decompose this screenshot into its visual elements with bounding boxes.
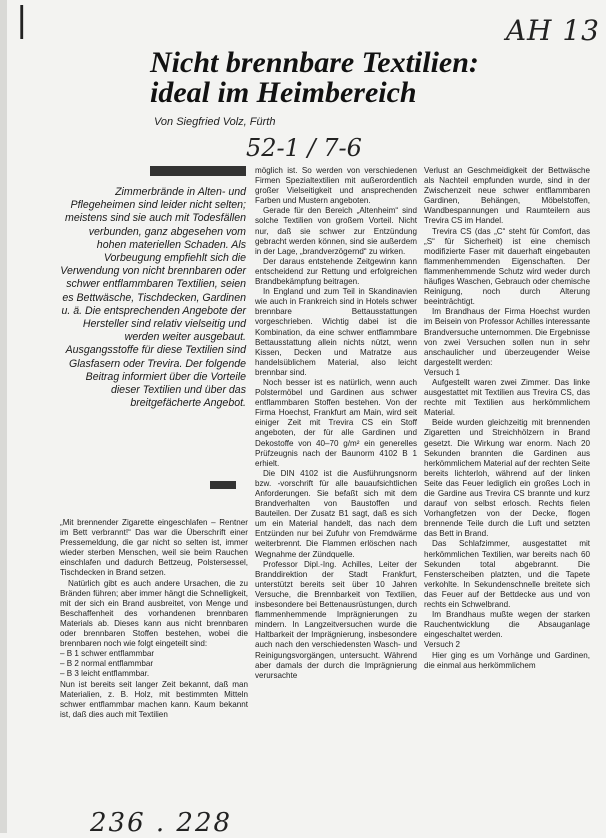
paragraph: Nun ist bereits seit langer Zeit bekannt, daß man Materialien, z. B. Holz, mit bestimmten Mitteln schwer entflammbar machen kann. Kaum bekannt ist, daß dies auch mit Textilien (60, 679, 248, 719)
paragraph: Im Brandhaus der Firma Hoechst wurden im Beisein von Professor Achilles interessante Brandversuche unternommen. Die Ergebnisse von zwei Versuchen sollen nun in sehr anschaulicher und überzeugender Weise dargestellt werden: (424, 307, 591, 367)
article-byline: Von Siegfried Volz, Fürth (154, 116, 276, 128)
headline-line-2: ideal im Heimbereich (150, 76, 417, 109)
list-item: – B 1 schwer entflammbar (60, 649, 155, 659)
article-lead: Zimmerbrände in Alten- und Pflegeheimen sind leider nicht selten; meistens sind sie auch mit Todesfällen verbunden, ganz abgesehen vom hohen materiellen Schaden. Als Vorbeugung empfiehlt sich die Verwendung von nicht brennbaren oder schwer entflammbaren Textilien, seien es Bettwäsche, Tischdecken, Gardinen u. ä. Die entsprechenden Angebote der Hersteller sind relativ vielseitig und werden weiter ausgebaut. Ausgangsstoffe für diese Textilien sind Glasfasern oder Trevira. Der folgende Beitrag informiert über die Vorteile dieser Textilien und über das breitgefächerte Angebot. (60, 186, 246, 410)
paragraph: Die DIN 4102 ist die Ausführungsnorm bzw. -vorschrift für alle bauaufsichtlichen Anforderungen. Sie befaßt sich mit dem Brandverhalten von Baustoffen und Bauteilen. Der Zusatz B1 sagt, daß es sich um ein Material handelt, das nach dem Entzünden nur bei Zufuhr von Fremdwärme weiterbrennt. Die Flammen erlöschen nach Wegnahme der Zündquelle. (255, 468, 417, 559)
paragraph: In England und zum Teil in Skandinavien wie auch in Frankreich sind in Hotels schwer brennbare Bettausstattungen vorgeschrieben. Wichtig dabei ist die Kombination, da eine schwer entflammbare Bettausstattung allein nichts nützt, wenn Kissen, Decken und Matratze aus handelsüblichem Material, also leicht brennbar sind. (255, 287, 417, 377)
paragraph: möglich ist. So werden von verschiedenen Firmen Spezialtextilien mit außerordentlich großer Vielseitigkeit und ansprechenden Farben und Mustern angeboten. (255, 166, 417, 206)
subheading: Versuch 1 (424, 367, 460, 377)
handwritten-note-middle: 52-1 / 7-6 (246, 134, 362, 162)
paragraph: Der daraus entstehende Zeitgewinn kann entscheidend zur Rettung und erfolgreichen Brandbekämpfung beitragen. (255, 256, 417, 287)
list-item: – B 2 normal entflammbar (60, 659, 154, 669)
lead-decoration-bar (150, 166, 246, 176)
paragraph: Professor Dipl.-Ing. Achilles, Leiter der Branddirektion der Stadt Frankfurt, unterstützt bereits seit über 10 Jahren Versuche, die Brennbarkeit von Textilien, insbesondere bei Bettenausrüstungen, durch flammenhemmende Imprägnierungen zu mindern. In Langzeitversuchen wurde die Haltbarkeit der Imprägnierung, insbesondere auch nach den verschiedensten Wasch- und Reinigungsvorgängen, untersucht. Während aber damals der durch die Imprägnierung verursachte (255, 559, 417, 680)
pen-mark: | (16, 0, 28, 40)
paragraph: Verlust an Geschmeidigkeit der Bettwäsche als Nachteil empfunden wurde, sind in der Zwischenzeit neue schwer entflammbaren Gardinen, Behängen, Möbelstoffen, Wandbespannungen und Raumteilern aus Trevira CS im Handel. (424, 166, 590, 226)
handwritten-note-top-right: AH 13 (505, 14, 600, 47)
paragraph: Aufgestellt waren zwei Zimmer. Das linke ausgestattet mit Textilien aus Trevira CS, das rechte mit Textilien aus herkömmlichem Material. (424, 377, 590, 418)
article-column-1 (60, 518, 248, 720)
list-item: – B 3 leicht entflammbar. (60, 669, 150, 679)
paragraph: Noch besser ist es natürlich, wenn auch Polstermöbel und Gardinen aus schwer entflammbaren Stoffen bestehen. Von der Firma Hoechst, Frankfurt am Main, wird seit einiger Zeit mit Trevira CS ein Stoff angeboten, der für alle Gardinen und Dekostoffe von 40–70 g/m² ein generelles Prüfzeugnis nach der Baunorm 4102 B 1 erhielt. (255, 377, 417, 468)
scan-edge (0, 0, 7, 833)
paragraph: Trevira CS (das „C“ steht für Comfort, das „S“ für Sicherheit) ist eine chemisch modifizierte Faser mit dauerhaft eingebauten flammenhemmenden Eigenschaften. Der flammenhemmende Schutz wird weder durch häufiges Waschen, Gebrauch oder chemische Reinigung, noch durch Alterung beeinträchtigt. (424, 226, 590, 307)
paragraph: „Mit brennender Zigarette eingeschlafen – Rentner im Bett verbrannt!“ Das war die Überschrift einer Pressemeldung, die gar nicht so selten ist, immer wieder sterben Menschen, weil sie beim Rauchen einschlafen und dadurch Bettzeug, Polstersessel, Tischdecken in Brand setzen. (60, 518, 248, 578)
headline-line-1: Nicht brennbare Textilien: (150, 46, 479, 79)
subheading: Versuch 2 (424, 640, 460, 650)
paragraph: Hier ging es um Vorhänge und Gardinen, die einmal aus herkömmlichem (424, 650, 590, 670)
paragraph: Beide wurden gleichzeitig mit brennenden Zigaretten und Streichhölzern in Brand gesetzt. Die Wirkung war enorm. Nach 20 Sekunden brannten die Gardinen aus herkömmlichem Material auf der rechten Seite bereits lichterloh, während auf der linken Seite das Feuer lediglich ein großes Loch in die Gardine aus Trevira CS brannte und kurz darauf von selbst erlosch. Rechts fielen Vorhangfetzen von der Decke, flogen brennende Teile durch die Luft und setzten das Bett in Brand. (424, 418, 590, 539)
paragraph: Gerade für den Bereich „Altenheim“ sind solche Textilien von großem Vorteil. Nicht nur, daß sie schwer zur Entzündung gebracht werden können, sind sie außerdem in der Lage, „brandverzögernd“ zu wirken. (255, 206, 417, 256)
paragraph: Natürlich gibt es auch andere Ursachen, die zu Bränden führen; aber immer hängt die Schnelligkeit, mit der sich ein Brand ausbreitet, von Menge und Beschaffenheit des vorhandenen brennbaren Materials ab. Dieses kann aus nicht brennbaren oder brennbaren Stoffen bestehen, wobei die brennbaren noch wie folgt eingeteilt sind: (60, 578, 248, 649)
article-column-2 (255, 166, 417, 681)
handwritten-note-bottom: 236 . 228 (90, 808, 233, 838)
lead-end-mark (210, 481, 236, 489)
paragraph: Das Schlafzimmer, ausgestattet mit herkömmlichen Textilien, war bereits nach 60 Sekunden total abgebrannt. Die Fensterscheiben platzten, und die Tapete verkohlte. In Sekundenschnelle breitete sich das Feuer auf der Bettdecke aus und von rechts ein Schwelbrand. (424, 539, 590, 610)
article-column-3 (424, 166, 590, 671)
paragraph: Im Brandhaus mußte wegen der starken Rauchentwicklung die Absauganlage eingeschaltet werden. (424, 610, 590, 640)
article-headline (150, 48, 550, 108)
